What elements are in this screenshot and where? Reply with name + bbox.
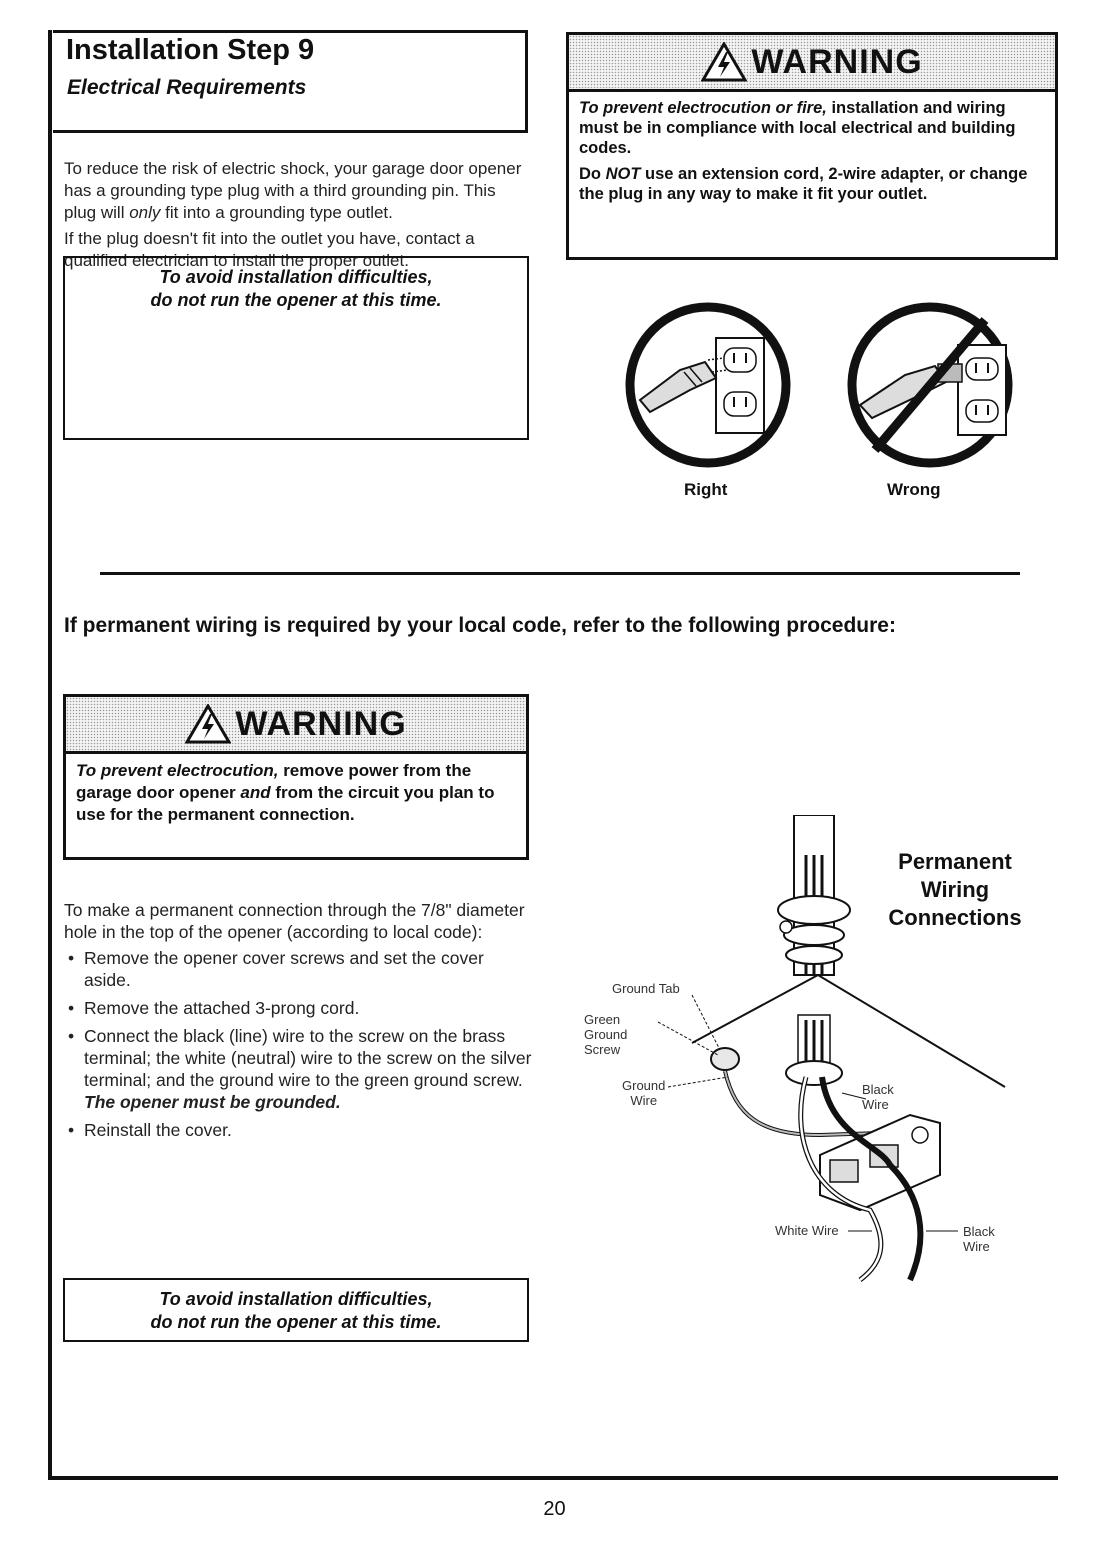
right-label: Right	[684, 480, 728, 499]
page-number: 20	[543, 1498, 566, 1520]
warning-box-top	[566, 32, 1058, 260]
ground-wire-label: Ground Wire	[622, 1078, 666, 1108]
wrong-label: Wrong	[887, 480, 941, 499]
black-wire-label-lower: Black Wire	[963, 1224, 995, 1254]
page-frame-bottom	[48, 1476, 1058, 1480]
step-subtitle: Electrical Requirements	[67, 76, 307, 99]
section-divider	[100, 572, 1020, 575]
note-bottom-text	[63, 1288, 529, 1334]
warning-header-bottom	[66, 697, 526, 754]
page-frame-left	[48, 30, 52, 1480]
note-top-text	[63, 266, 529, 312]
green-ground-screw-label: Green Ground Screw	[584, 1012, 628, 1057]
white-wire-label: White Wire	[775, 1223, 839, 1238]
high-voltage-warning-icon	[185, 704, 231, 744]
plug-outlet-figure	[620, 300, 1020, 475]
note-top-line-1: To avoid installation difficulties,	[159, 267, 433, 287]
black-wire-label-upper: Black Wire	[862, 1082, 894, 1112]
wrong-plug-icon	[852, 307, 1008, 463]
note-bottom-line-2: do not run the opener at this time.	[150, 1312, 442, 1332]
intro-paragraph-1: To reduce the risk of electric shock, your garage door opener has a grounding type plug with a third grounding pin. This plug will only fit into a grounding type outlet.	[64, 159, 522, 222]
ground-tab-label: Ground Tab	[612, 981, 680, 996]
list-item: • Remove the opener cover screws and set the cover aside.	[64, 947, 534, 991]
wiring-title-line-3: Connections	[888, 905, 1022, 930]
list-item: • Reinstall the cover.	[64, 1119, 534, 1141]
warning-top-paragraph-2: Do NOT use an extension cord, 2-wire adapter, or change the plug in any way to make it fit your outlet.	[579, 165, 1028, 203]
section-heading: If permanent wiring is required by your local code, refer to the following procedure:	[64, 614, 896, 637]
warning-body-bottom: To prevent electrocution, remove power from the garage door opener and from the circuit you plan to use for the permanent connection.	[76, 761, 495, 824]
warning-top-paragraph-1: To prevent electrocution or fire, installation and wiring must be in compliance with local electrical and building codes.	[579, 99, 1016, 157]
warning-box-bottom	[63, 694, 529, 860]
wiring-title-line-1: Permanent	[898, 849, 1012, 874]
note-bottom-line-1: To avoid installation difficulties,	[159, 1289, 433, 1309]
warning-label-bottom: WARNING	[235, 704, 407, 743]
wiring-title-line-2: Wiring	[920, 877, 990, 902]
high-voltage-warning-icon	[701, 42, 747, 82]
procedure-text	[64, 899, 534, 1147]
warning-label-top: WARNING	[751, 42, 923, 81]
procedure-list	[64, 947, 534, 1141]
list-item: • Connect the black (line) wire to the screw on the brass terminal; the white (neutral) wire to the screw on the silver terminal; and the ground wire to the green ground screw. The opener must be grounded.	[64, 1025, 534, 1113]
step-title: Installation Step 9	[66, 34, 315, 66]
list-item: • Remove the attached 3-prong cord.	[64, 997, 534, 1019]
procedure-intro: To make a permanent connection through the 7/8" diameter hole in the top of the opener (according to local code):	[64, 900, 525, 942]
intro-paragraph-2: If the plug doesn't fit into the outlet you have, contact a qualified electrician to install the proper outlet.	[64, 229, 475, 270]
note-top-line-2: do not run the opener at this time.	[150, 290, 442, 310]
wiring-figure-title	[880, 848, 1030, 932]
warning-body-top	[569, 92, 1055, 216]
right-plug-icon	[630, 307, 786, 463]
warning-header-top	[569, 35, 1055, 92]
